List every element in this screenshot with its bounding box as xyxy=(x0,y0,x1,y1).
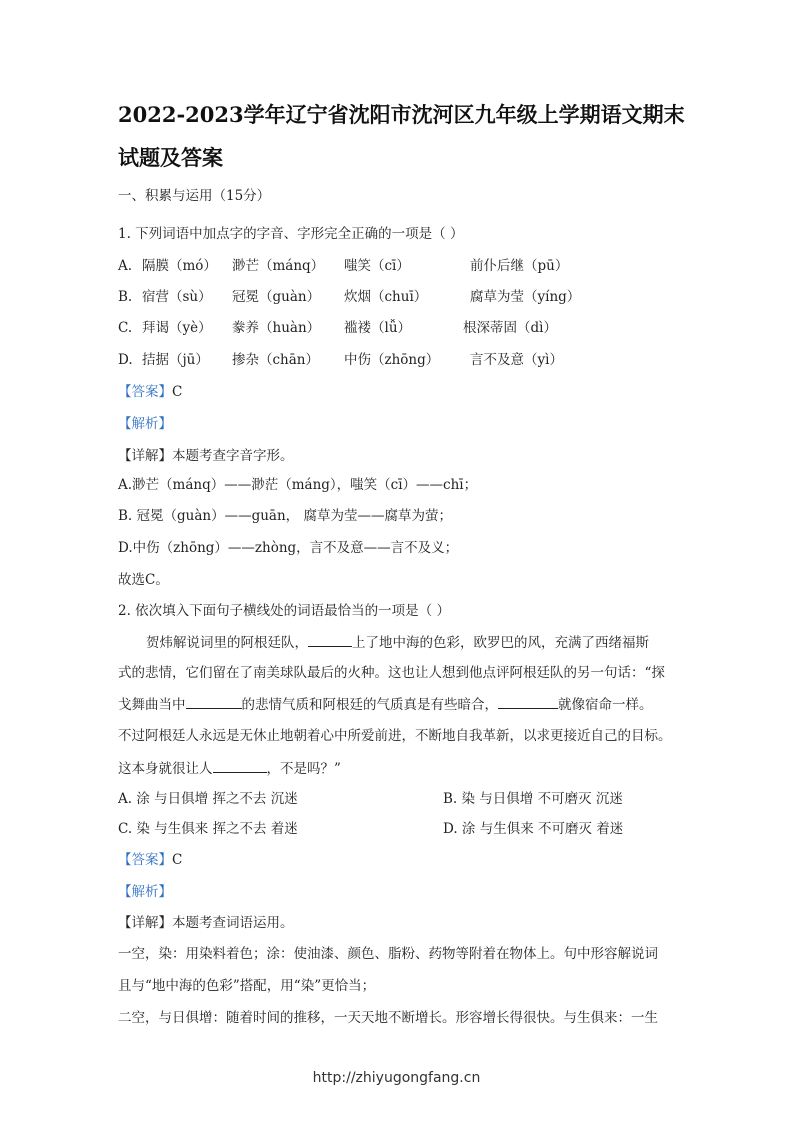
q2-answer xyxy=(118,850,182,870)
q1-stem: 1. 下列词语中加点字的字音、字形完全正确的一项是（ ） xyxy=(118,226,464,242)
q1-explanation-line: B. 冠冕（guàn）——guān， 腐草为莹——腐草为萤； xyxy=(118,508,452,524)
option-label: B. xyxy=(118,289,133,305)
q1-explanation-line: A.渺芒（mánq）——渺茫（máng），嗤笑（cī）——chī； xyxy=(118,477,478,493)
passage-text: ，不是吗？” xyxy=(266,761,341,777)
detail-text: 本题考查词语运用。 xyxy=(172,915,294,931)
q1-analysis-tag: 【解析】 xyxy=(118,416,172,432)
q2-option-c: C. 染 与生俱来 挥之不去 着迷 xyxy=(118,821,298,837)
answer-value: C xyxy=(172,852,183,868)
option-item: 隔膜（mó） xyxy=(142,258,217,274)
q1-conclusion: 故选C。 xyxy=(118,572,169,588)
option-item: 褴褛（lǚ） xyxy=(344,320,412,336)
option-item: 炊烟（chuī） xyxy=(344,289,428,305)
fill-blank xyxy=(213,758,267,773)
q2-passage-line: 式的悲情，它们留在了南美球队最后的火种。这也让人想到他点评阿根廷队的另一句话：“探 xyxy=(118,665,665,681)
q2-option-b: B. 染 与日俱增 不可磨灭 沉迷 xyxy=(443,791,623,807)
option-item: 拜谒（yè） xyxy=(142,320,212,336)
q2-passage-line xyxy=(118,694,653,715)
passage-text: 戈舞曲当中 xyxy=(118,697,186,713)
option-label: D. xyxy=(118,352,133,368)
answer-tag: 【答案】 xyxy=(118,852,172,868)
answer-tag: 【答案】 xyxy=(118,384,172,400)
q2-explanation-line: 二空，与日俱增：随着时间的推移，一天天地不断增长。形容增长得很快。与生俱来：一生 xyxy=(118,1010,658,1026)
option-item: 腐草为莹（yíng） xyxy=(470,289,581,305)
footer-url-link[interactable]: http://zhiyugongfang.cn xyxy=(312,1070,481,1086)
q2-stem: 2. 依次填入下面句子横线处的词语最恰当的一项是（ ） xyxy=(118,603,450,619)
document-title-line1: 2022-2023学年辽宁省沈阳市沈河区九年级上学期语文期末 xyxy=(118,102,685,127)
passage-text: 上了地中海的色彩，欧罗巴的风，充满了西绪福斯 xyxy=(352,635,649,651)
fill-blank xyxy=(498,694,558,709)
option-item: 言不及意（yì） xyxy=(470,352,563,368)
option-item: 渺芒（mánq） xyxy=(232,258,325,274)
q2-detail xyxy=(118,913,294,933)
detail-tag: 【详解】 xyxy=(118,448,172,464)
option-item: 根深蒂固（dì） xyxy=(463,320,557,336)
option-item: 中伤（zhōng） xyxy=(344,352,440,368)
option-item: 前仆后继（pū） xyxy=(470,258,569,274)
passage-text: 这本身就很让人 xyxy=(118,761,213,777)
option-item: 冠冕（guàn） xyxy=(232,289,321,305)
option-item: 宿营（sù） xyxy=(142,289,212,305)
passage-text: 就像宿命一样。 xyxy=(558,697,653,713)
option-item: 掺杂（chān） xyxy=(232,352,319,368)
fill-blank xyxy=(186,694,242,709)
q2-passage-line xyxy=(146,632,649,653)
q1-explanation-line: D.中伤（zhōng）——zhòng，言不及意——言不及义； xyxy=(118,540,459,556)
q1-detail xyxy=(118,446,294,466)
passage-text: 的悲情气质和阿根廷的气质真是有些暗合， xyxy=(241,697,498,713)
q2-passage-line xyxy=(118,758,341,779)
q2-explanation-line: 一空，染：用染料着色；涂：使油漆、颜色、脂粉、药物等附着在物体上。句中形容解说词 xyxy=(118,946,658,962)
option-item: 拮据（jū） xyxy=(142,352,209,368)
document-title-line2: 试题及答案 xyxy=(118,145,223,170)
detail-tag: 【详解】 xyxy=(118,915,172,931)
passage-text: 贺炜解说词里的阿根廷队， xyxy=(146,635,308,651)
option-label: C. xyxy=(118,320,133,336)
q2-analysis-tag: 【解析】 xyxy=(118,884,172,900)
fill-blank xyxy=(308,632,352,647)
section-heading: 一、积累与运用（15分） xyxy=(118,188,271,204)
detail-text: 本题考查字音字形。 xyxy=(172,448,294,464)
option-item: 嗤笑（cī） xyxy=(344,258,410,274)
option-label: A. xyxy=(118,258,133,274)
q2-option-a: A. 涂 与日俱增 挥之不去 沉迷 xyxy=(118,791,298,807)
option-item: 豢养（huàn） xyxy=(232,320,321,336)
q1-answer xyxy=(118,382,182,402)
q2-explanation-line: 且与“地中海的色彩”搭配，用“染”更恰当； xyxy=(118,978,376,994)
q2-option-d: D. 涂 与生俱来 不可磨灭 着迷 xyxy=(443,821,624,837)
answer-value: C xyxy=(172,384,183,400)
q2-passage-line: 不过阿根廷人永远是无休止地朝着心中所爱前进，不断地自我革新，以求更接近自己的目标。 xyxy=(118,728,672,744)
